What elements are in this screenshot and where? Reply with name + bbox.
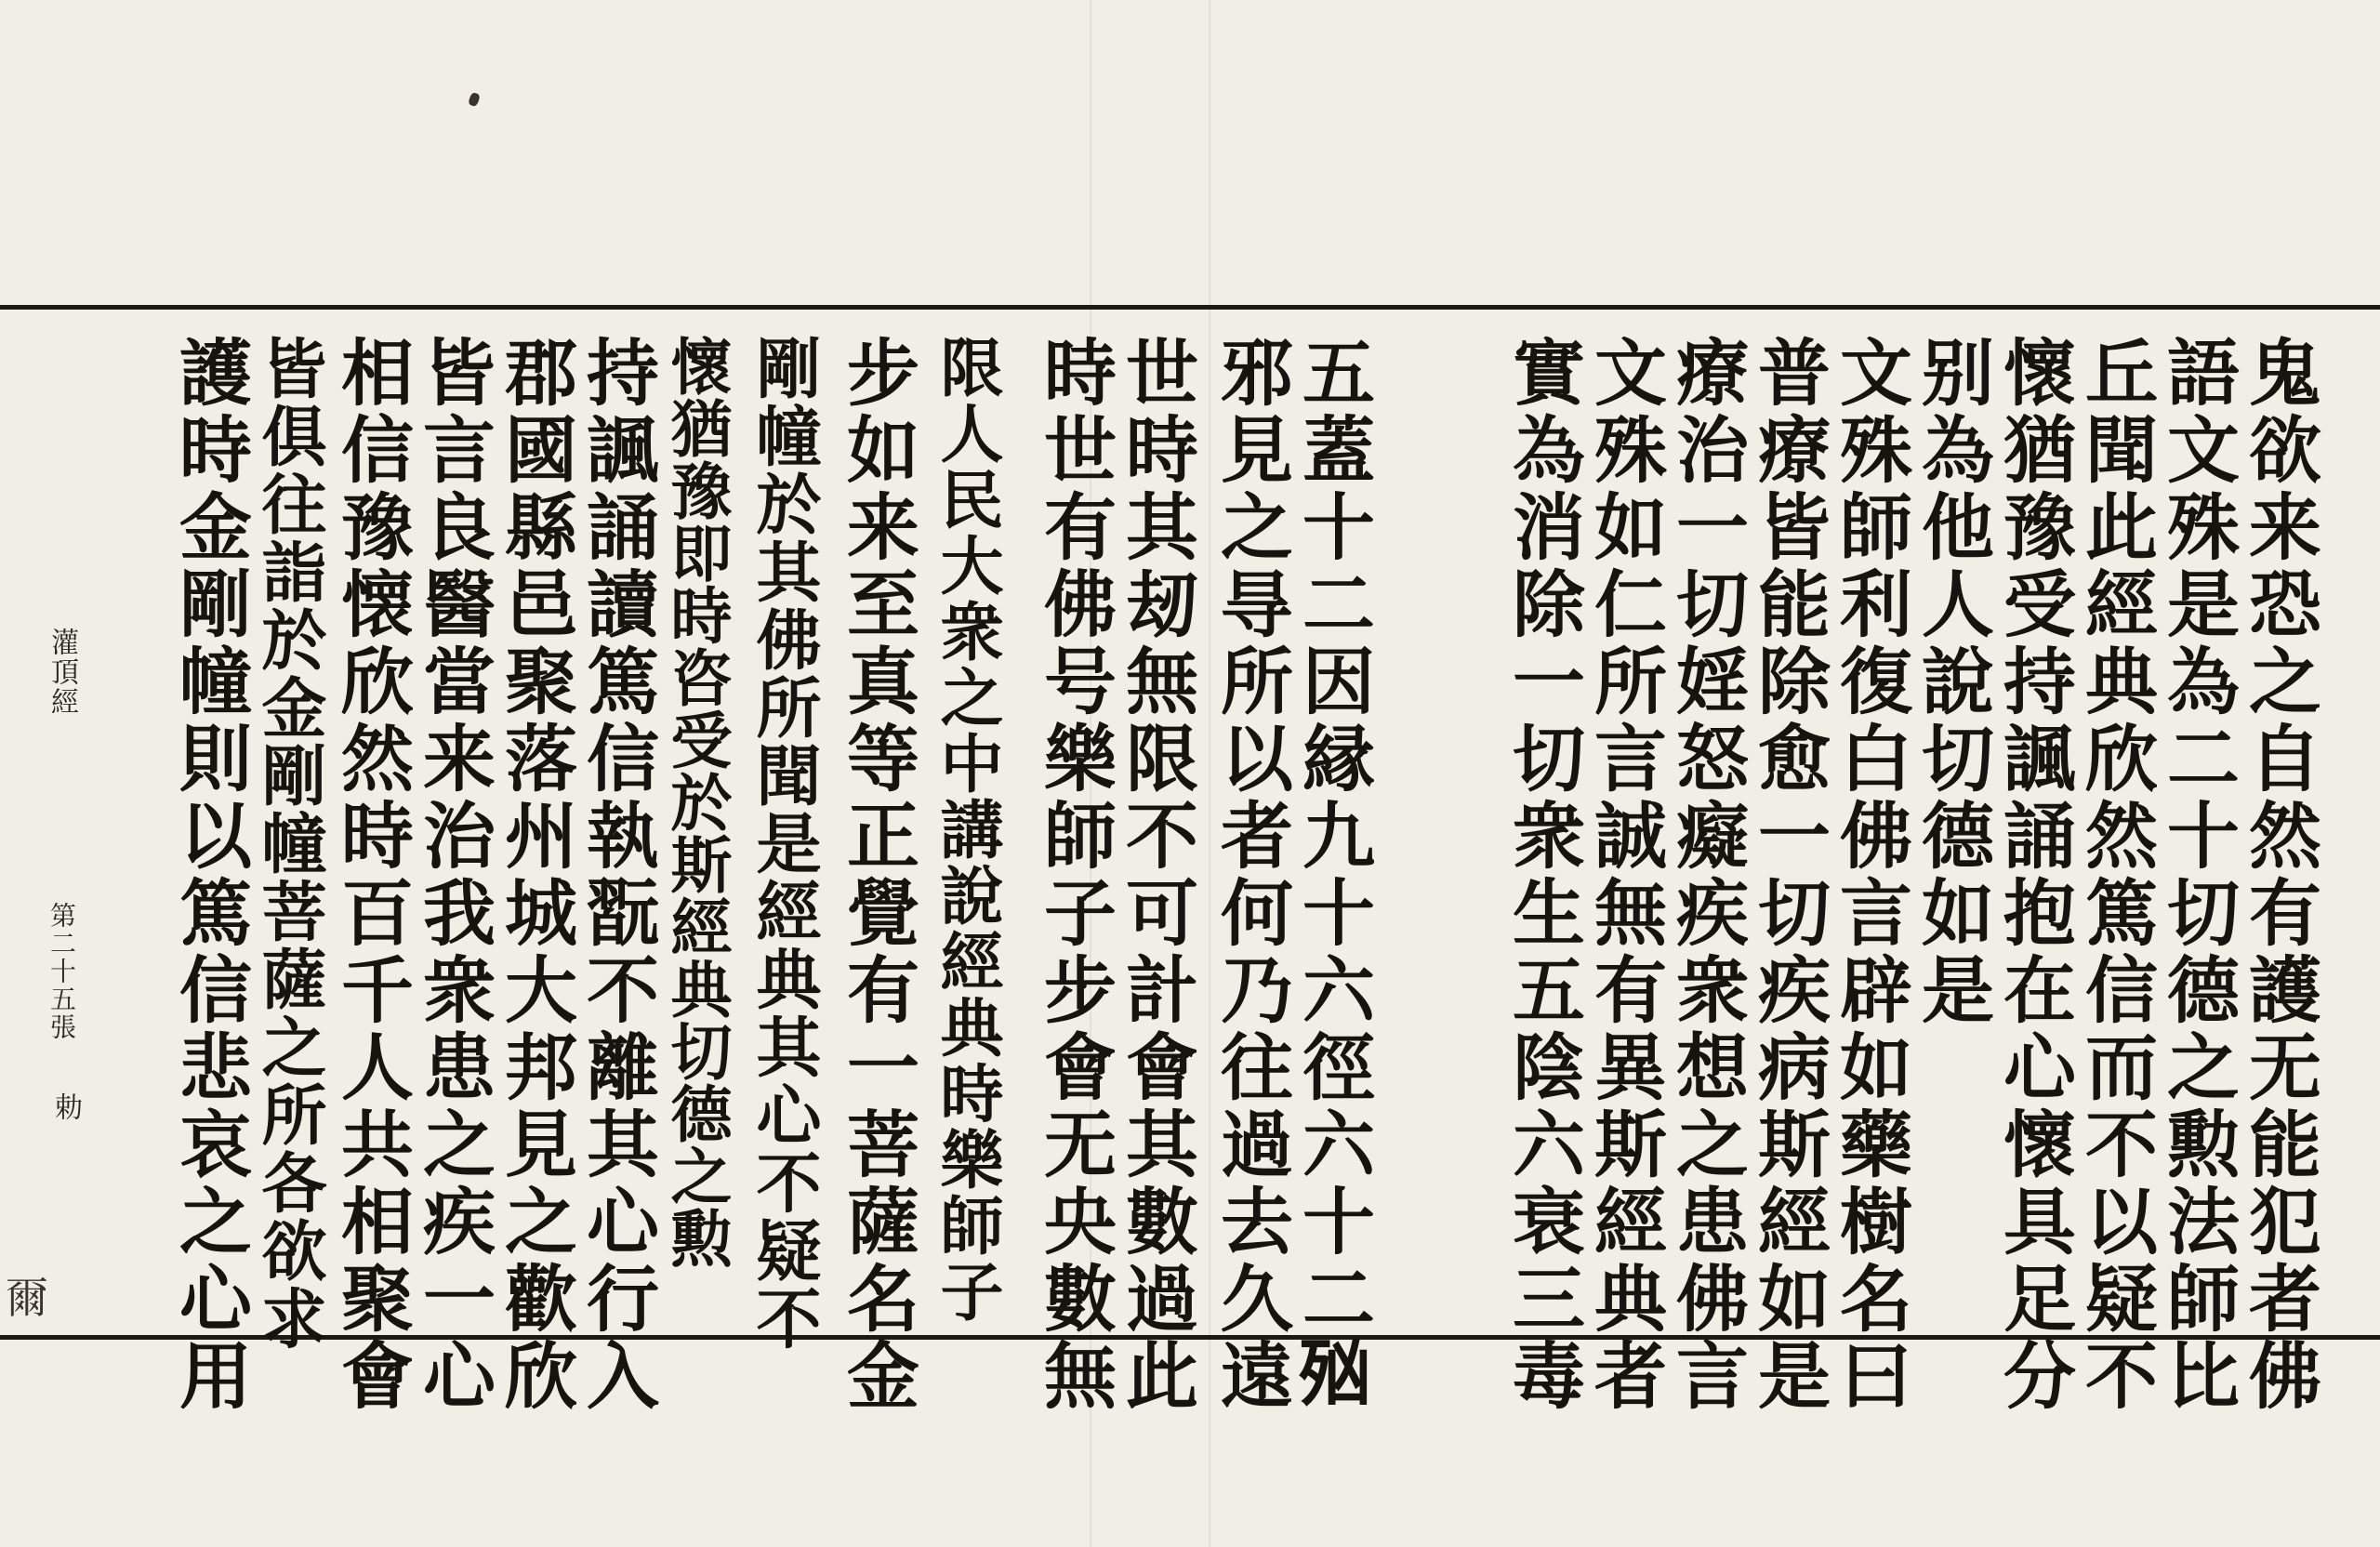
text-column: 語文殊是為二十切德之勲法師比 [2155, 335, 2240, 1415]
text-column: 郡國縣邑聚落州城大邦見之歡欣 [493, 335, 577, 1415]
text-column: 邪見之㝵所以者何乃往過去久遠 [1209, 335, 1293, 1415]
text-column: 步如来至真等正覺有一菩薩名金 [835, 335, 919, 1415]
corner-mark: 爾 [6, 1273, 48, 1323]
text-column: 文殊如仁所言誠無有異斯經典者 [1582, 335, 1667, 1415]
scripture-text-block [0, 335, 2380, 1415]
text-column: 懷猶豫受持諷誦抱在心懷具足分 [1991, 335, 2076, 1415]
sutra-title: 灌頂經 [46, 628, 78, 717]
text-column: 鬼欲来恐之自然有護无能犯者佛 [2237, 335, 2321, 1415]
text-column: 實為消除一切衆生五陰六衰三毒 [1501, 335, 1585, 1415]
text-column: 五蓋十二因縁九十六徑六十二𣧑 [1290, 335, 1375, 1415]
text-column: 丘聞此經典欣然篤信而不以疑不 [2073, 335, 2158, 1415]
text-column: 相信豫懐欣然時百千人共相聚會 [329, 335, 414, 1415]
text-column: 文殊師利復白佛言辟如藥樹名曰 [1828, 335, 1912, 1415]
text-column: 皆俱往詣於金剛幢菩薩之所各欲求 [251, 335, 328, 1353]
ink-blot [468, 92, 481, 108]
margin-mark: 勅 [49, 1092, 82, 1120]
page-number: 第二十五張 [46, 902, 77, 1041]
text-column: 持諷誦讀篤信執翫不離其心行入 [575, 335, 659, 1415]
text-column: 懷猶豫即時咨受於斯經典切德之勲 [660, 335, 733, 1269]
text-column: 限人民大衆之中講說經典時樂師子 [930, 335, 1004, 1325]
text-column: 皆言良醫當来治我衆患之疾一心 [411, 335, 496, 1415]
text-column: 療治一切婬怒癡疾衆想之患佛言 [1664, 335, 1749, 1415]
text-column: 普療皆能除愈一切疾病斯經如是 [1746, 335, 1831, 1415]
text-column: 世時其刼無限不可計會其數過此 [1114, 335, 1198, 1415]
text-column: 時世有佛号樂師子步會无央數無 [1032, 335, 1117, 1415]
text-column: 别為他人說切德如是 [1910, 335, 1994, 1029]
top-border-rule [0, 305, 2380, 310]
text-column: 護時金剛幢則以篤信悲哀之心用 [167, 335, 252, 1415]
text-column: 剛幢於其佛所聞是經典其心不疑不 [746, 335, 823, 1353]
